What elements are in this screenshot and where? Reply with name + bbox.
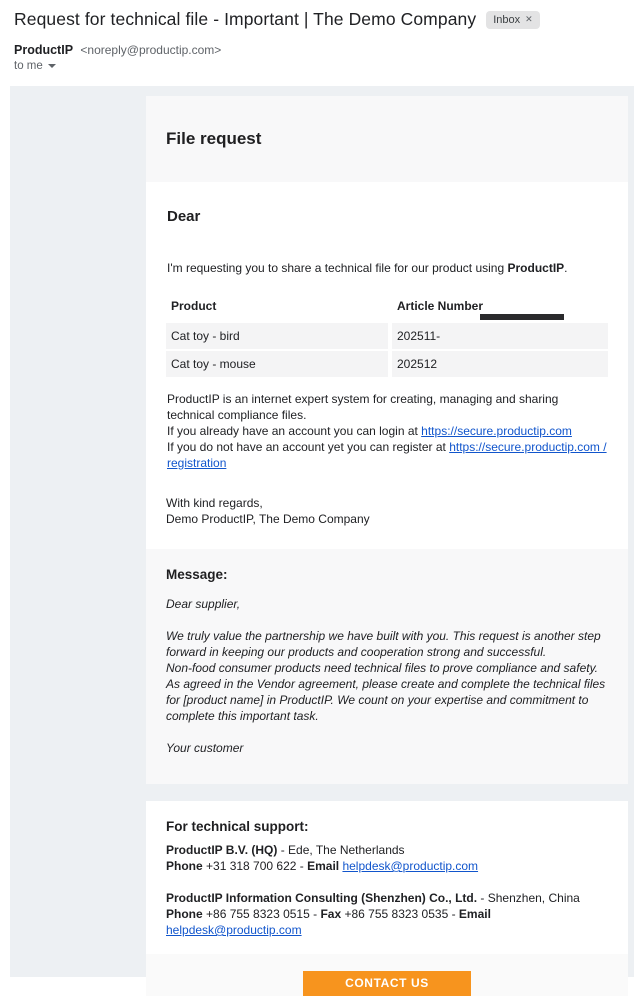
login-link[interactable]: https://secure.productip.com xyxy=(421,424,572,438)
hq-contact-line xyxy=(166,858,608,874)
about-line-2 xyxy=(167,423,608,439)
column-header-article-number: Article Number xyxy=(397,299,484,313)
sender-row xyxy=(0,30,634,57)
intro-suffix: . xyxy=(564,261,568,275)
hq-address-line xyxy=(166,842,608,858)
remove-label-icon[interactable]: ✕ xyxy=(525,14,533,24)
message-heading: Message: xyxy=(166,567,228,582)
cn-location: - Shenzhen, China xyxy=(477,891,580,905)
message-line-2: Non-food consumer products need technical files to prove compliance and safety. xyxy=(166,661,599,675)
cn-email-label: Email xyxy=(458,907,491,921)
email-subject: Request for technical file - Important | The Demo Company xyxy=(14,9,477,29)
registration-link[interactable]: https://secure.productip.com / registration xyxy=(167,440,607,470)
cn-fax-label: Fax xyxy=(320,907,342,921)
file-request-header-section xyxy=(146,96,628,182)
cn-fax-number: +86 755 8323 0535 - xyxy=(341,907,459,921)
cn-email-link[interactable]: helpdesk@productip.com xyxy=(166,923,302,937)
cell-article-number: 202511- xyxy=(392,323,608,349)
cn-contact-line xyxy=(166,906,608,938)
greeting: Dear xyxy=(167,208,201,225)
about-line-3 xyxy=(167,439,608,471)
about-line-1: ProductIP is an internet expert system for creating, managing and sharing technical compliance files. xyxy=(167,392,559,422)
message-signoff: Your customer xyxy=(166,741,244,755)
intro-bold-productip: ProductIP xyxy=(507,261,565,275)
message-salutation: Dear supplier, xyxy=(166,597,241,611)
about-line-3-text: If you do not have an account yet you can register at xyxy=(167,440,450,454)
email-title: File request xyxy=(166,129,262,148)
cell-product: Cat toy - mouse xyxy=(166,351,388,377)
footer-spacer xyxy=(166,874,608,890)
intro-paragraph xyxy=(167,261,608,275)
email-main-card xyxy=(146,96,628,784)
cn-phone-label: Phone xyxy=(166,907,203,921)
hq-email-label: Email xyxy=(307,859,340,873)
inbox-label-badge[interactable] xyxy=(486,11,539,29)
details-dropdown-icon[interactable] xyxy=(48,64,56,68)
message-line-3: As agreed in the Vendor agreement, please create and complete the technical files for [product name] in ProductIP. We count on your expertise and commitment to complete this important task. xyxy=(166,677,606,723)
signature-block xyxy=(166,495,608,527)
subject-row xyxy=(0,0,634,30)
message-paragraph xyxy=(166,628,608,724)
regards-line-1: With kind regards, xyxy=(166,496,263,510)
hq-email-link[interactable]: helpdesk@productip.com xyxy=(342,859,479,873)
hq-name: ProductIP B.V. (HQ) xyxy=(166,843,278,857)
support-info-section xyxy=(146,801,628,954)
hq-phone-number: +31 318 700 622 - xyxy=(202,859,308,873)
recipient-details-toggle[interactable] xyxy=(0,57,634,81)
table-row xyxy=(166,323,608,349)
regards-line-2: Demo ProductIP, The Demo Company xyxy=(166,512,370,526)
support-card xyxy=(146,801,628,996)
about-paragraph xyxy=(167,391,608,471)
cn-address-line xyxy=(166,890,608,906)
sender-name: ProductIP xyxy=(14,43,74,57)
product-table xyxy=(166,295,608,377)
contact-band xyxy=(146,954,628,996)
support-heading: For technical support: xyxy=(166,819,309,834)
column-header-product: Product xyxy=(171,299,217,313)
message-section xyxy=(146,549,628,784)
email-body-background xyxy=(10,86,634,990)
dark-artifact-bar xyxy=(480,314,564,320)
sender-email: <noreply@productip.com> xyxy=(80,43,222,57)
contact-us-button[interactable]: CONTACT US xyxy=(303,971,471,996)
message-body xyxy=(166,596,608,756)
cell-product: Cat toy - bird xyxy=(166,323,388,349)
hq-location: - Ede, The Netherlands xyxy=(277,843,405,857)
cn-phone-number: +86 755 8323 0515 - xyxy=(202,907,321,921)
hq-phone-label: Phone xyxy=(166,859,203,873)
table-row xyxy=(166,351,608,377)
about-line-2-text: If you already have an account you can login at xyxy=(167,424,422,438)
inbox-label-text: Inbox xyxy=(493,13,521,26)
message-line-1: We truly value the partnership we have built with you. This request is another step forward in keeping our products and cooperation strong and successful. xyxy=(166,629,601,659)
cell-article-number: 202512 xyxy=(392,351,608,377)
cn-name: ProductIP Information Consulting (Shenzhen) Co., Ltd. xyxy=(166,891,478,905)
email-content-section xyxy=(146,182,628,549)
intro-text: I'm requesting you to share a technical file for our product using xyxy=(167,261,508,275)
recipient-text: to me xyxy=(14,60,43,72)
